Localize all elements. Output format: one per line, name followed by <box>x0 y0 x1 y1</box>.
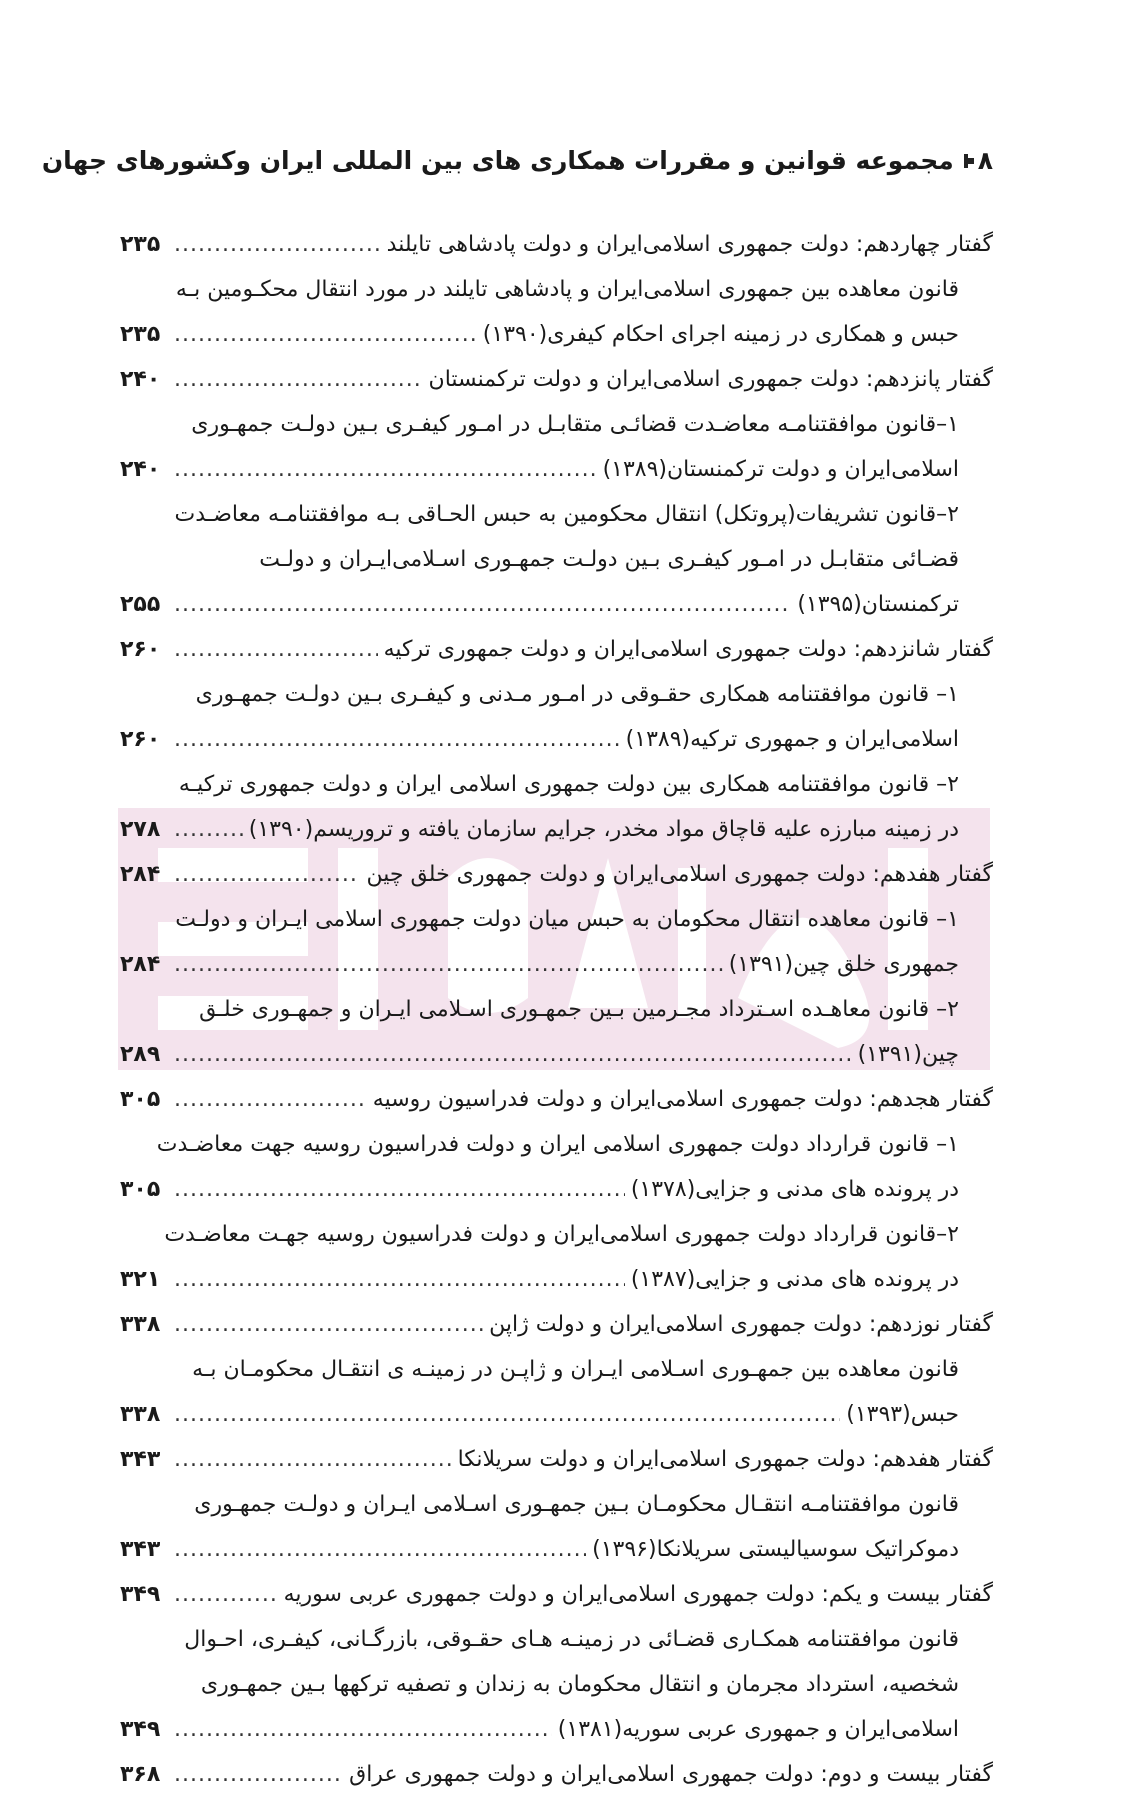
toc-page-number: ۲۴۰ <box>120 367 161 392</box>
toc-entry-line[interactable] <box>120 582 993 627</box>
toc-page-number: ۲۶۰ <box>120 637 161 662</box>
toc-entry-text: قانون موافقتنامـه انتقـال محکومـان بـین جمهـوری اسـلامی ایـران و دولـت جمهـوری <box>194 1492 959 1517</box>
toc-entry-line[interactable] <box>120 312 993 357</box>
toc-entry-text: ۲– قانون معاهـده اسـترداد مجـرمین بـین جمهـوری اسـلامی ایـران و جمهـوری خلـق <box>199 997 959 1022</box>
toc-entry-text: ۱– قانون قرارداد دولت جمهوری اسلامی ایران و دولت فدراسیون روسیه جهت معاضـدت <box>156 1132 959 1157</box>
dot-leader <box>174 232 381 257</box>
dot-leader <box>174 862 360 887</box>
toc-page-number: ۳۴۹ <box>120 1582 161 1607</box>
toc-page-number: ۲۶۰ <box>120 727 161 752</box>
toc-page-number: ۲۸۹ <box>120 1042 161 1067</box>
toc-chapter-line[interactable] <box>120 1437 993 1482</box>
dot-leader <box>174 1087 367 1112</box>
toc-entry-text: در پرونده های مدنی و جزایی(۱۳۷۸) <box>630 1177 959 1202</box>
toc-entry-line[interactable] <box>120 807 993 852</box>
page-number: ۸ <box>977 146 993 175</box>
toc-page-number: ۳۳۸ <box>120 1402 161 1427</box>
toc-entry-text: گفتار بیست و یکم: دولت جمهوری اسلامی‌ایران و دولت جمهوری عربی سوریه <box>283 1582 993 1607</box>
toc-entry-line[interactable] <box>120 1257 993 1302</box>
dot-leader <box>174 367 423 392</box>
toc-chapter-line[interactable] <box>120 852 993 897</box>
toc-page-number: ۳۰۵ <box>120 1177 161 1202</box>
dot-leader <box>174 1762 343 1787</box>
toc-page-number: ۲۸۴ <box>120 862 161 887</box>
toc-page-number: ۲۷۸ <box>120 817 161 842</box>
dot-leader <box>174 1312 483 1337</box>
toc-entry-text: قانون موافقتنامه همکـاری قضـائی در زمینـه هـای حقـوقی، بازرگـانی، کیفـری، احـوال <box>184 1627 959 1652</box>
dot-leader <box>174 1267 625 1292</box>
toc-page-number: ۲۵۵ <box>120 592 161 617</box>
toc-entry-line[interactable] <box>120 762 993 807</box>
toc-entry-line[interactable] <box>120 1032 993 1077</box>
toc-entry-line[interactable] <box>120 402 993 447</box>
toc-page-number: ۳۰۵ <box>120 1087 161 1112</box>
dot-leader <box>174 1042 852 1067</box>
dot-leader <box>174 322 477 347</box>
toc-entry-text: جمهوری خلق چین(۱۳۹۱) <box>728 952 959 977</box>
toc-entry-line[interactable] <box>120 672 993 717</box>
toc-entry-text: اسلامی‌ایران و دولت ترکمنستان(۱۳۸۹) <box>602 457 959 482</box>
dot-leader <box>174 952 723 977</box>
toc-chapter-line[interactable] <box>120 1752 993 1797</box>
toc-entry-text: گفتار هفدهم: دولت جمهوری اسلامی‌ایران و دولت جمهوری خلق چین <box>366 862 993 887</box>
toc-entry-line[interactable] <box>120 1347 993 1392</box>
toc-entry-text: در زمینه مبارزه علیه قاچاق مواد مخدر، جرایم سازمان یافته و تروریسم(۱۳۹۰) <box>248 817 959 842</box>
toc-entry-text: گفتار هفدهم: دولت جمهوری اسلامی‌ایران و دولت سریلانکا <box>457 1447 993 1472</box>
dot-leader <box>174 1537 586 1562</box>
toc-page-number: ۳۳۸ <box>120 1312 161 1337</box>
toc-entry-text: گفتار شانزدهم: دولت جمهوری اسلامی‌ایران و دولت جمهوری ترکیه <box>383 637 993 662</box>
toc-page-number: ۲۳۵ <box>120 322 161 347</box>
toc-entry-text: در پرونده های مدنی و جزایی(۱۳۸۷) <box>630 1267 959 1292</box>
toc-entry-text: اسلامی‌ایران و جمهوری عربی سوریه(۱۳۸۱) <box>557 1717 959 1742</box>
toc-entry-line[interactable] <box>120 1527 993 1572</box>
toc-entry-text: قضـائی متقابـل در امـور کیفـری بـین دولـت جمهـوری اسـلامی‌ایـران و دولـت <box>259 547 959 572</box>
toc-entry-text: قانون معاهده بین جمهوری اسلامی‌ایران و پادشاهی تایلند در مورد انتقال محکـومین بـه <box>175 277 959 302</box>
toc-entry-line[interactable] <box>120 1707 993 1752</box>
book-title: مجموعه قوانین و مقررات همکاری های بین المللی ایران وکشورهای جهان <box>41 146 954 175</box>
toc-entry-line[interactable] <box>120 1167 993 1212</box>
toc-chapter-line[interactable] <box>120 222 993 267</box>
toc-entry-text: گفتار پانزدهم: دولت جمهوری اسلامی‌ایران و دولت ترکمنستان <box>428 367 993 392</box>
toc-entry-text: ۲–قانون تشریفات(پروتکل) انتقال محکومین به حبس الحـاقی بـه موافقتنامـه معاضـدت <box>174 502 959 527</box>
toc-chapter-line[interactable] <box>120 627 993 672</box>
toc-entry-line[interactable] <box>120 987 993 1032</box>
dot-leader <box>174 592 791 617</box>
toc-entry-text: قانون معاهده بین جمهـوری اسـلامی ایـران و ژاپـن در زمینـه ی انتقـال محکومـان بـه <box>192 1357 959 1382</box>
toc-entry-line[interactable] <box>120 1392 993 1437</box>
dot-leader <box>174 1177 625 1202</box>
toc-chapter-line[interactable] <box>120 1572 993 1617</box>
toc-entry-line[interactable] <box>120 1617 993 1662</box>
toc-entry-text: گفتار بیست و دوم: دولت جمهوری اسلامی‌ایران و دولت جمهوری عراق <box>349 1762 993 1787</box>
toc-entry-text: دموکراتیک سوسیالیستی سریلانکا(۱۳۹۶) <box>592 1537 959 1562</box>
toc-entry-text: گفتار نوزدهم: دولت جمهوری اسلامی‌ایران و دولت ژاپن <box>489 1312 993 1337</box>
toc-page-number: ۲۸۴ <box>120 952 161 977</box>
toc-entry-text: ترکمنستان(۱۳۹۵) <box>797 592 959 617</box>
toc-entry-text: حبس و همکاری در زمینه اجرای احکام کیفری(۱۳۹۰) <box>482 322 959 347</box>
dot-leader <box>174 1447 452 1472</box>
toc-page-number: ۳۴۳ <box>120 1537 161 1562</box>
toc-entry-line[interactable] <box>120 717 993 762</box>
toc-entry-line[interactable] <box>120 267 993 312</box>
toc-entry-text: ۱– قانون موافقتنامه همکاری حقـوقی در امـور مـدنی و کیفـری بـین دولـت جمهـوری <box>195 682 959 707</box>
table-of-contents <box>120 222 993 1797</box>
toc-entry-line[interactable] <box>120 1662 993 1707</box>
page-header <box>41 140 993 182</box>
dot-leader <box>174 727 620 752</box>
toc-page-number: ۳۴۹ <box>120 1717 161 1742</box>
toc-chapter-line[interactable] <box>120 1302 993 1347</box>
toc-entry-text: چین(۱۳۹۱) <box>857 1042 959 1067</box>
toc-entry-text: ۲–قانون قرارداد دولت جمهوری اسلامی‌ایران و دولت فدراسیون روسیه جهـت معاضـدت <box>164 1222 959 1247</box>
dot-leader <box>174 1582 278 1607</box>
toc-page-number: ۲۴۰ <box>120 457 161 482</box>
toc-entry-line[interactable] <box>120 492 993 537</box>
toc-entry-text: حبس(۱۳۹۳) <box>846 1402 959 1427</box>
toc-entry-line[interactable] <box>120 537 993 582</box>
toc-entry-line[interactable] <box>120 897 993 942</box>
toc-chapter-line[interactable] <box>120 357 993 402</box>
toc-entry-line[interactable] <box>120 942 993 987</box>
toc-entry-line[interactable] <box>120 1122 993 1167</box>
toc-page-number: ۳۴۳ <box>120 1447 161 1472</box>
dot-leader <box>174 1402 840 1427</box>
dot-leader <box>174 1717 552 1742</box>
toc-entry-text: اسلامی‌ایران و جمهوری ترکیه(۱۳۸۹) <box>625 727 959 752</box>
toc-entry-text: ۱–قانون موافقتنامـه معاضـدت قضائـی متقابـل در امـور کیفـری بـین دولـت جمهـوری <box>191 412 959 437</box>
toc-entry-text: ۲– قانون موافقتنامه همکاری بین دولت جمهوری اسلامی ایران و دولت جمهوری ترکیـه <box>178 772 959 797</box>
toc-page-number: ۳۶۸ <box>120 1762 161 1787</box>
toc-entry-text: شخصیه، استرداد مجرمان و انتقال محکومان به زندان و تصفیه ترکهها بـین جمهـوری <box>200 1672 959 1697</box>
toc-page-number: ۳۲۱ <box>120 1267 161 1292</box>
box-icon <box>964 154 968 168</box>
dot-leader <box>174 637 378 662</box>
toc-chapter-line[interactable] <box>120 1077 993 1122</box>
toc-entry-line[interactable] <box>120 447 993 492</box>
toc-entry-text: گفتار هجدهم: دولت جمهوری اسلامی‌ایران و دولت فدراسیون روسیه <box>372 1087 993 1112</box>
dot-leader <box>174 817 243 842</box>
toc-page-number: ۲۳۵ <box>120 232 161 257</box>
toc-entry-line[interactable] <box>120 1482 993 1527</box>
toc-entry-text: ۱– قانون معاهده انتقال محکومان به حبس میان دولت جمهوری اسلامی ایـران و دولـت <box>175 907 959 932</box>
toc-entry-text: گفتار چهاردهم: دولت جمهوری اسلامی‌ایران و دولت پادشاهی تایلند <box>386 232 993 257</box>
toc-entry-line[interactable] <box>120 1212 993 1257</box>
dot-leader <box>174 457 597 482</box>
